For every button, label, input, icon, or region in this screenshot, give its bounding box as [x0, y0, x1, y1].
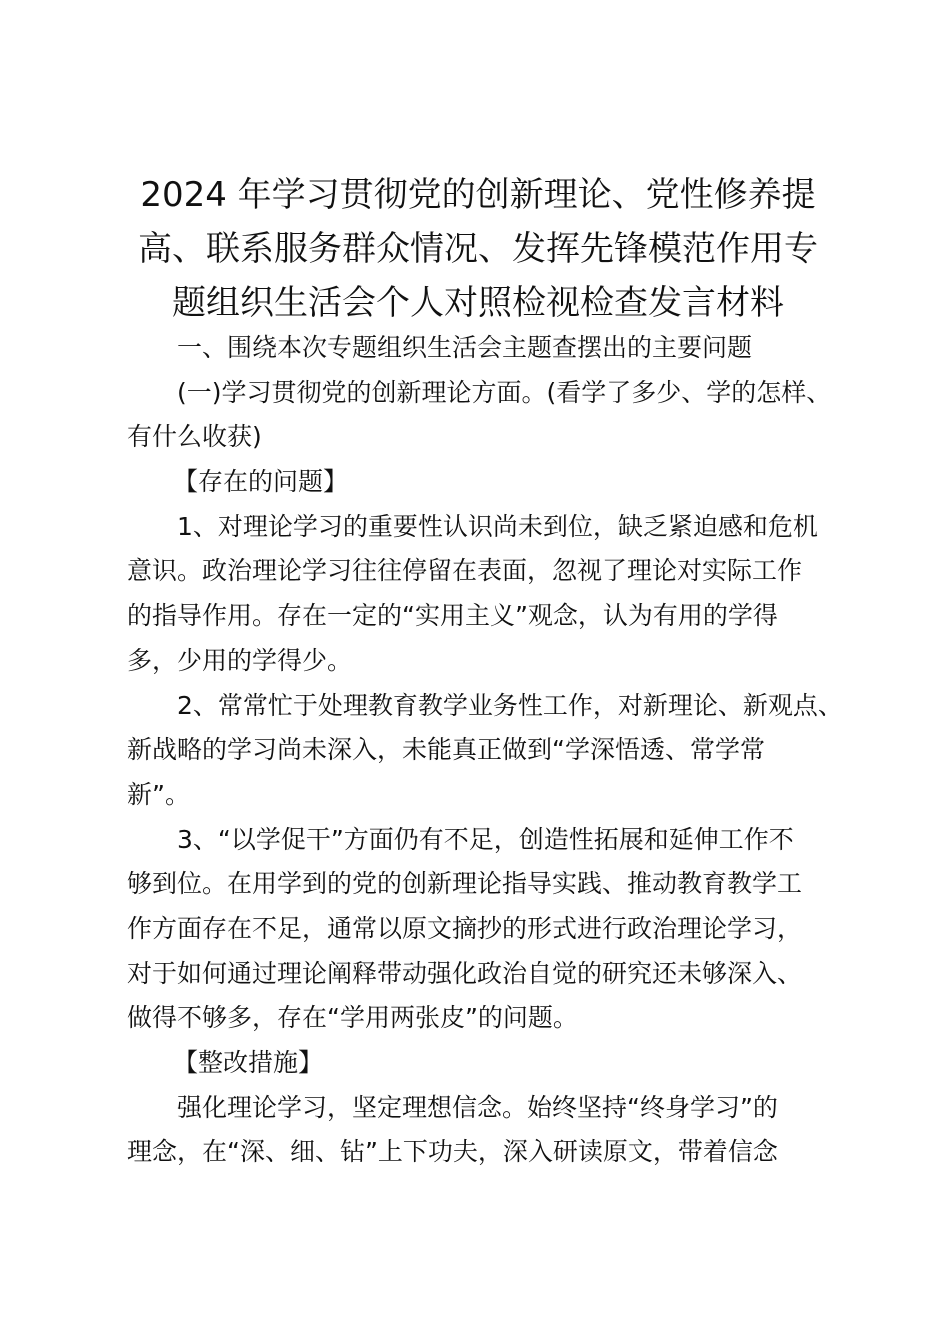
paragraph-line: 3、“以学促干”方面仍有不足，创造性拓展和延伸工作不 [177, 824, 794, 854]
problems-label: 【存在的问题】 [173, 467, 349, 497]
subsection-heading-continued: 有什么收获) [127, 422, 262, 452]
document-body [127, 326, 847, 1175]
paragraph-line: 新”。 [127, 779, 190, 809]
paragraph-line: 够到位。在用学到的党的创新理论指导实践、推动教育教学工 [127, 869, 803, 899]
document-title [110, 168, 846, 330]
title-line: 题组织生活会个人对照检视检查发言材料 [172, 283, 784, 323]
paragraph-line: 对于如何通过理论阐释带动强化政治自觉的研究还未够深入、 [127, 958, 803, 988]
paragraph-line: 1、对理论学习的重要性认识尚未到位，缺乏紧迫感和危机 [177, 511, 818, 541]
paragraph-line: 意识。政治理论学习往往停留在表面，忽视了理论对实际工作 [127, 556, 803, 586]
paragraph-line: 强化理论学习，坚定理想信念。始终坚持“终身学习”的 [177, 1092, 778, 1122]
paragraph-line: 多，少用的学得少。 [127, 645, 353, 675]
paragraph-line: 理念，在“深、细、钻”上下功夫，深入研读原文，带着信念 [127, 1137, 778, 1167]
paragraph-line: 新战略的学习尚未深入，未能真正做到“学深悟透、常学常 [127, 735, 765, 765]
title-line: 高、联系服务群众情况、发挥先锋模范作用专 [138, 229, 818, 269]
measures-label: 【整改措施】 [173, 1048, 324, 1077]
paragraph-line: 作方面存在不足，通常以原文摘抄的形式进行政治理论学习， [127, 913, 803, 943]
paragraph-line: 做得不够多，存在“学用两张皮”的问题。 [127, 1003, 578, 1033]
subsection-heading: (一)学习贯彻党的创新理论方面。(看学了多少、学的怎样、 [177, 377, 832, 407]
title-line: 2024 年学习贯彻党的创新理论、党性修养提 [140, 175, 816, 215]
paragraph-line: 2、常常忙于处理教育教学业务性工作，对新理论、新观点、 [177, 690, 843, 720]
section-heading: 一、围绕本次专题组织生活会主题查摆出的主要问题 [177, 333, 753, 362]
paragraph-line: 的指导作用。存在一定的“实用主义”观念，认为有用的学得 [127, 601, 778, 631]
